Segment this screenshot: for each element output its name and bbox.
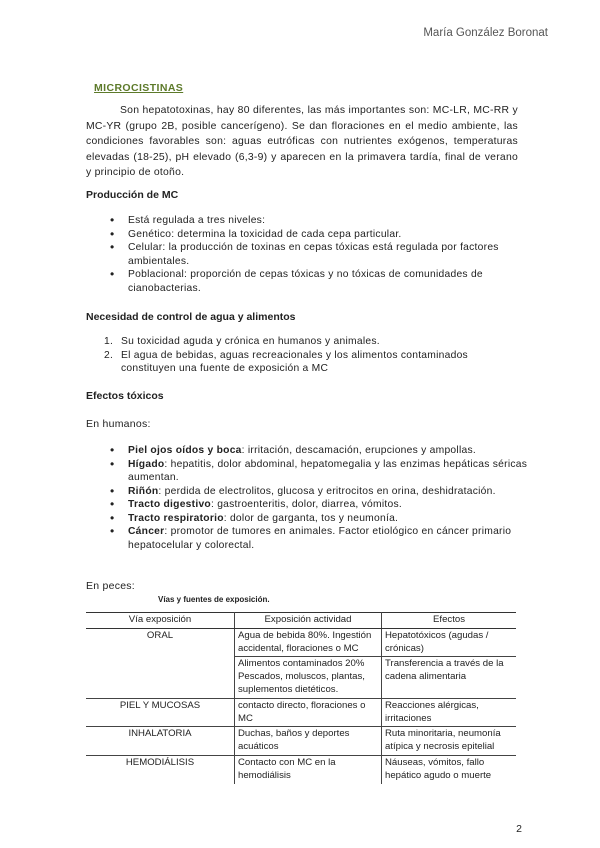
table-cell: Náuseas, vómitos, fallo hepático agudo o muerte (385, 756, 492, 781)
table-row (86, 698, 516, 727)
table-cell (86, 657, 235, 698)
necesidad-list (104, 335, 524, 376)
item-text: : dolor de garganta, tos y neumonía. (223, 512, 399, 524)
peces-label: En peces: (86, 580, 135, 592)
section-title: MICROCISTINAS (94, 82, 184, 94)
item-text: : promotor de tumores en animales. Factor etiológico en cáncer primario hepatocelular y colorectal. (128, 526, 512, 551)
intro-paragraph (86, 103, 518, 181)
exposure-table (86, 612, 516, 784)
table-cell: Contacto con MC en la hemodiálisis (235, 755, 382, 783)
table-cell: Duchas, baños y deportes acuáticos (235, 727, 382, 756)
list-item: • Poblacional: proporción de cepas tóxicas y no tóxicas de comunidades de cianobacterias. (110, 268, 530, 295)
item-term: Hígado (128, 458, 165, 470)
table-row (86, 727, 516, 756)
column-header: Exposición actividad (235, 613, 382, 629)
table-caption: Vías y fuentes de exposición. (158, 595, 270, 604)
header-author: María González Boronat (423, 27, 548, 39)
table-cell: PIEL Y MUCOSAS (86, 698, 235, 727)
list-item (110, 498, 530, 512)
item-number: 2. (104, 349, 114, 361)
list-item (104, 349, 524, 376)
table-cell: Alimentos contaminados 20% Pescados, moluscos, plantas, suplementos dietéticos. (235, 657, 382, 698)
table-cell: INHALATORIA (86, 727, 235, 756)
humanos-label: En humanos: (86, 418, 151, 430)
table-cell: Transferencia a través de la cadena alimentaria (382, 657, 517, 698)
table-cell: Ruta minoritaria, neumonía atípica y necrosis epitelial (382, 727, 517, 756)
item-text: : hepatitis, dolor abdominal, hepatomegalia y las enzimas hepáticas séricas aumentan. (128, 458, 528, 483)
page-number: 2 (516, 823, 522, 835)
heading-efectos: Efectos tóxicos (86, 390, 164, 402)
item-term: Riñón (128, 485, 159, 497)
list-item (110, 485, 530, 499)
item-term: Cáncer (128, 526, 165, 537)
list-item: • Está regulada a tres niveles: (110, 214, 530, 228)
item-text: El agua de bebidas, aguas recreacionales y los alimentos contaminados constituyen una fuente de exposición a MC (121, 349, 468, 374)
produccion-list (110, 214, 530, 295)
item-term: Piel ojos oídos y boca (128, 445, 242, 456)
table-header-row (86, 613, 516, 629)
table-cell: contacto directo, floraciones o MC (235, 698, 382, 727)
item-term: Tracto respiratorio (128, 512, 224, 524)
item-text: Su toxicidad aguda y crónica en humanos y animales. (121, 336, 380, 347)
list-item (110, 458, 530, 485)
list-item (110, 525, 530, 552)
table-row (86, 755, 516, 783)
table-cell: Agua de bebida 80%. Ingestión accidental, floraciones o MC (235, 628, 382, 657)
list-item (104, 335, 524, 349)
table-cell: ORAL (86, 628, 235, 657)
item-text: : perdida de electrolitos, glucosa y eritrocitos en orina, deshidratación. (158, 485, 496, 497)
heading-necesidad: Necesidad de control de agua y alimentos (86, 311, 296, 323)
item-term: Tracto digestivo (128, 499, 211, 510)
table-cell: Hepatotóxicos (agudas / crónicas) (382, 628, 517, 657)
intro-text: Son hepatotoxinas, hay 80 diferentes, las más importantes son: MC-LR, MC-RR y MC-YR (grupo 2B, posible cancerígeno). Se dan floraciones en el medio ambiente, las condiciones favorables son: aguas eutróficas con nutrientes exógenos, temperaturas elevadas (18-25), pH elevado (6,3-9) y aparecen en la primavera tardía, final de verano y principio de otoño. (86, 105, 518, 178)
column-header: Efectos (382, 613, 517, 629)
item-text: : gastroenteritis, dolor, diarrea, vómitos. (210, 499, 402, 510)
table-row (86, 657, 516, 698)
list-item: • Celular: la producción de toxinas en cepas tóxicas está regulada por factores ambientales. (110, 241, 530, 268)
list-item (110, 512, 530, 526)
heading-produccion: Producción de MC (86, 189, 179, 201)
list-item: • Genético: determina la toxicidad de cada cepa particular. (110, 228, 530, 242)
item-number: 1. (104, 336, 114, 347)
column-header: Vía exposición (86, 613, 235, 629)
table-cell: HEMODIÁLISIS (86, 755, 235, 783)
efectos-list (110, 444, 530, 552)
list-item (110, 444, 530, 458)
table-row (86, 628, 516, 657)
item-text: : irritación, descamación, erupciones y ampollas. (241, 445, 476, 456)
table-cell: Reacciones alérgicas, irritaciones (382, 698, 517, 727)
